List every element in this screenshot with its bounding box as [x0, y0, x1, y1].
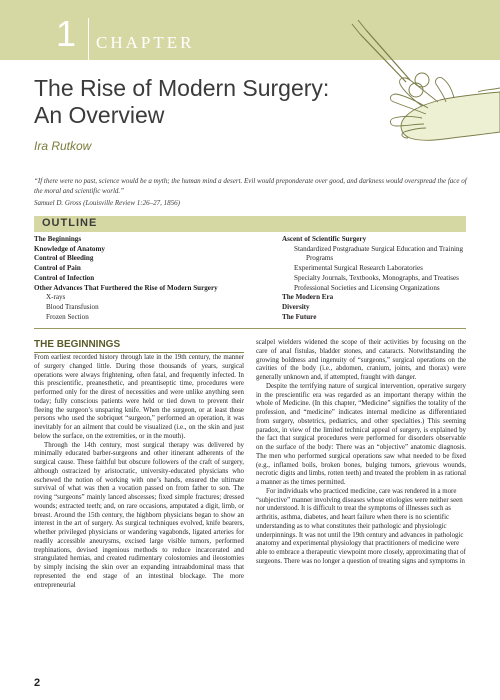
body-paragraph: Despite the terrifying nature of surgical intervention, operative surgery in the prescientific era was regarded as an important therapy within the whole of Medicine. (In this chapter, “Medicine” signifies the totality of the profession, and “medicine” indicates internal medicine as differentiated from surgery, obstetrics, pediatrics, and other specialties.) This seeming paradox, in view of the limited technical appeal of surgery, is explained by the fact that surgical procedures were performed for disorders observable on the surface of the body: There was an “objective” anatomic diagnosis. The men who performed surgical operations saw what needed to be fixed (e.g., inflamed boils, broken bones, bulging tumors, grievous wounds, necrotic digits and limbs, rotten teeth) and treated the problem in as rational a manner as the times permitted. [256, 382, 466, 486]
outline-item[interactable]: Professional Societies and Licensing Organizations [294, 283, 440, 292]
chapter-title-line-1: The Rise of Modern Surgery: [34, 75, 330, 101]
outline-item[interactable]: The Beginnings [34, 235, 82, 243]
outline-right-column [282, 235, 472, 322]
outline-item[interactable]: Specialty Journals, Textbooks, Monographs, and Treatises [294, 273, 459, 282]
outline-item[interactable]: Programs [306, 254, 334, 263]
chapter-number: 1 [56, 13, 77, 54]
outline-header [34, 216, 466, 232]
outline-label: OUTLINE [42, 217, 98, 229]
outline-item[interactable]: The Future [282, 312, 317, 321]
outline-left-column [34, 235, 256, 322]
chapter-divider [88, 18, 89, 60]
body-paragraph: For individuals who practiced medicine, care was rendered in a more “subjective” manner involving diseases whose etiologies were neither seen nor understood. It is difficult to treat the symptoms of illnesses such as arthritis, asthma, diabetes, and heart failure when there is no scientific understanding as to what constitutes their pathologic and physiologic underpinnings. It was not until the 19th century and advances in pathologic anatomy and experimental physiology that practitioners of medicine were able to embrace a therapeutic viewpoint more closely, approximating that of surgeons. There was no longer a question of treating signs and symptoms in [256, 487, 466, 565]
body-paragraph: Through the 14th century, most surgical therapy was delivered by minimally educated barber-surgeons and other itinerant adherents of the surgical cause. These faithful but obscure followers of the craft of surgery, although ostracized by aristocratic, university-educated physicians who eschewed the notion of working with one’s hands, ensured the ultimate survival of what was then a vocation passed on from father to son. The roving “surgeons” mainly lanced abscesses; fixed simple fractures; dressed wounds; extracted teeth; and, on rare occasions, amputated a digit, limb, or breast. Around the 15th century, the highborn physicians began to show an interest in the art of surgery. As surgical techniques evolved, knife bearers, whether privileged physicians or wandering vagabonds, ligated arteries for readily accessible aneurysms, excised large visible tumors, performed trephinations, devised ingenious methods to reduce incarcerated and strangulated hernias, and created rudimentary colostomies and ileostomies by simply incising the skin over an expanding intraabdominal mass that represented the end stage of an intestinal blockage. The more entrepreneurial [34, 441, 244, 589]
outline-item[interactable]: The Modern Era [282, 293, 334, 302]
outline-item[interactable]: Ascent of Scientific Surgery [282, 235, 367, 243]
outline-item[interactable]: Standardized Postgraduate Surgical Education and Training [294, 244, 464, 253]
epigraph-quote: “If there were no past, science would be a myth; the human mind a desert. Evil would preponderate over good, and darkness would overspread the face of the moral and scientific world.” [34, 177, 467, 195]
outline-item[interactable]: Other Advances That Furthered the Rise of Modern Surgery [34, 283, 218, 292]
chapter-label: CHAPTER [96, 33, 195, 52]
outline-item[interactable]: Experimental Surgical Research Laboratories [294, 264, 423, 273]
outline-item[interactable]: Control of Infection [34, 273, 95, 282]
outline-item[interactable]: Diversity [282, 302, 310, 311]
outline-item[interactable]: Knowledge of Anatomy [34, 244, 105, 253]
body-column-left [34, 354, 244, 590]
hand-holding-forceps-icon [318, 4, 500, 154]
section-heading: THE BEGINNINGS [34, 339, 244, 353]
outline-item[interactable]: Frozen Section [46, 312, 89, 321]
body-column-right [256, 339, 466, 567]
outline-item[interactable]: Control of Pain [34, 264, 81, 273]
chapter-title-line-2: An Overview [34, 102, 165, 128]
outline-divider [34, 328, 466, 329]
epigraph-source: Samuel D. Gross (Louisville Review 1:26–27, 1856) [34, 199, 180, 207]
chapter-title [34, 75, 334, 129]
page-number: 2 [34, 677, 41, 689]
outline-item[interactable]: Control of Bleeding [34, 254, 94, 263]
author-name: Ira Rutkow [34, 139, 92, 153]
outline-item[interactable]: Blood Transfusion [46, 302, 99, 311]
outline-item[interactable]: X-rays [46, 293, 66, 302]
body-paragraph: From earliest recorded history through late in the 19th century, the manner of surgery changed little. During those thousands of years, surgical operations were always frightening, often fatal, and frequently infected. In this prescientific, preanesthetic, and preantiseptic time, procedures were performed only for the direst of necessities and were unlike anything seen today; fully conscious patients were held or tied down to prevent their fleeing the surgeon’s unsparing knife. When the surgeon, or at least those persons who used the sobriquet “surgeon,” performed an operation, it was inevitably for an ailment that could be visualized (i.e., on the skin and just below the surface, on the extremities, or in the mouth). [34, 354, 244, 440]
body-paragraph: scalpel wielders widened the scope of their activities by focusing on the care of anal fistulas, bladder stones, and cataracts. Notwithstanding the growing boldness and ingenuity of “surgeons,” surgical operations on the cavities of the body (i.e., abdomen, cranium, joints, and thorax) were generally unknown and, if attempted, fraught with danger. [256, 339, 466, 381]
